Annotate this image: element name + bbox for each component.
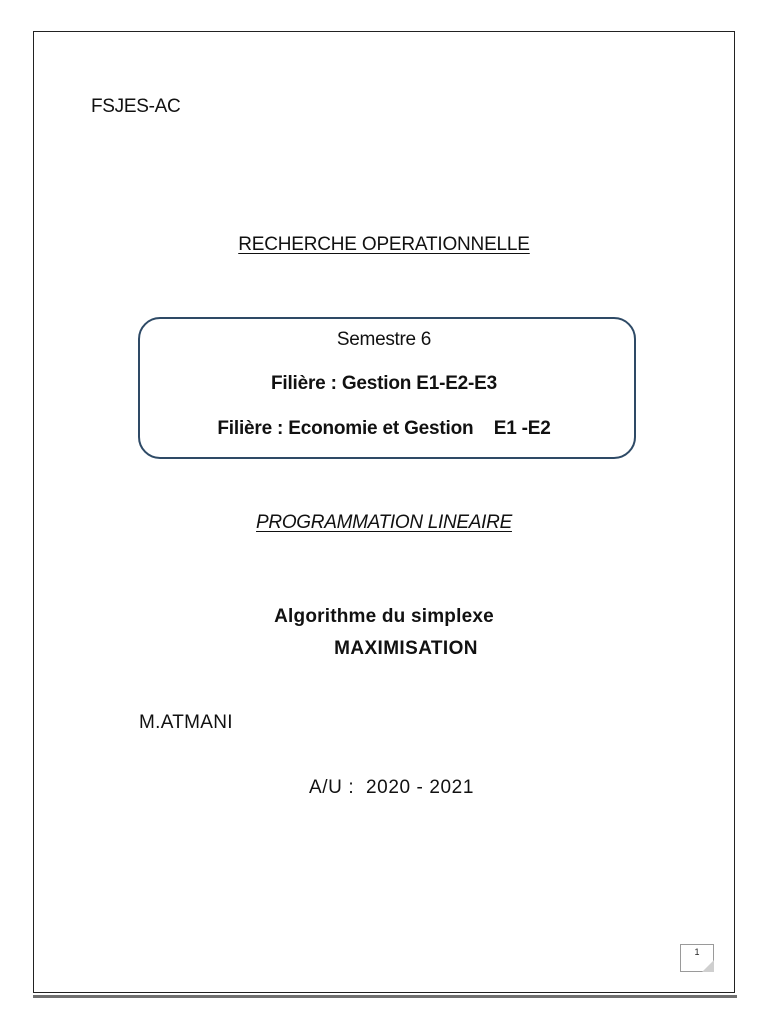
filiere-economie-gestion: Filière : Economie et Gestion E1 -E2 <box>217 418 551 439</box>
course-title <box>0 234 768 256</box>
page-bottom-rule <box>33 995 737 998</box>
institution-label: FSJES-AC <box>91 96 181 117</box>
page-curl-icon <box>702 960 714 972</box>
algorithm-title: Algorithme du simplexe <box>274 606 494 627</box>
semester-label: Semestre 6 <box>336 329 432 350</box>
algorithm-subtitle: MAXIMISATION <box>334 638 478 659</box>
chapter-title-text: PROGRAMMATION LINEAIRE <box>256 512 512 533</box>
page-number: 1 <box>694 947 700 957</box>
author-name: M.ATMANI <box>139 712 233 733</box>
course-title-text: RECHERCHE OPERATIONNELLE <box>238 234 530 255</box>
academic-year: A/U : 2020 - 2021 <box>309 777 475 798</box>
chapter-title <box>0 512 768 534</box>
page-number-box <box>680 944 714 972</box>
filiere-gestion: Filière : Gestion E1-E2-E3 <box>270 373 498 394</box>
